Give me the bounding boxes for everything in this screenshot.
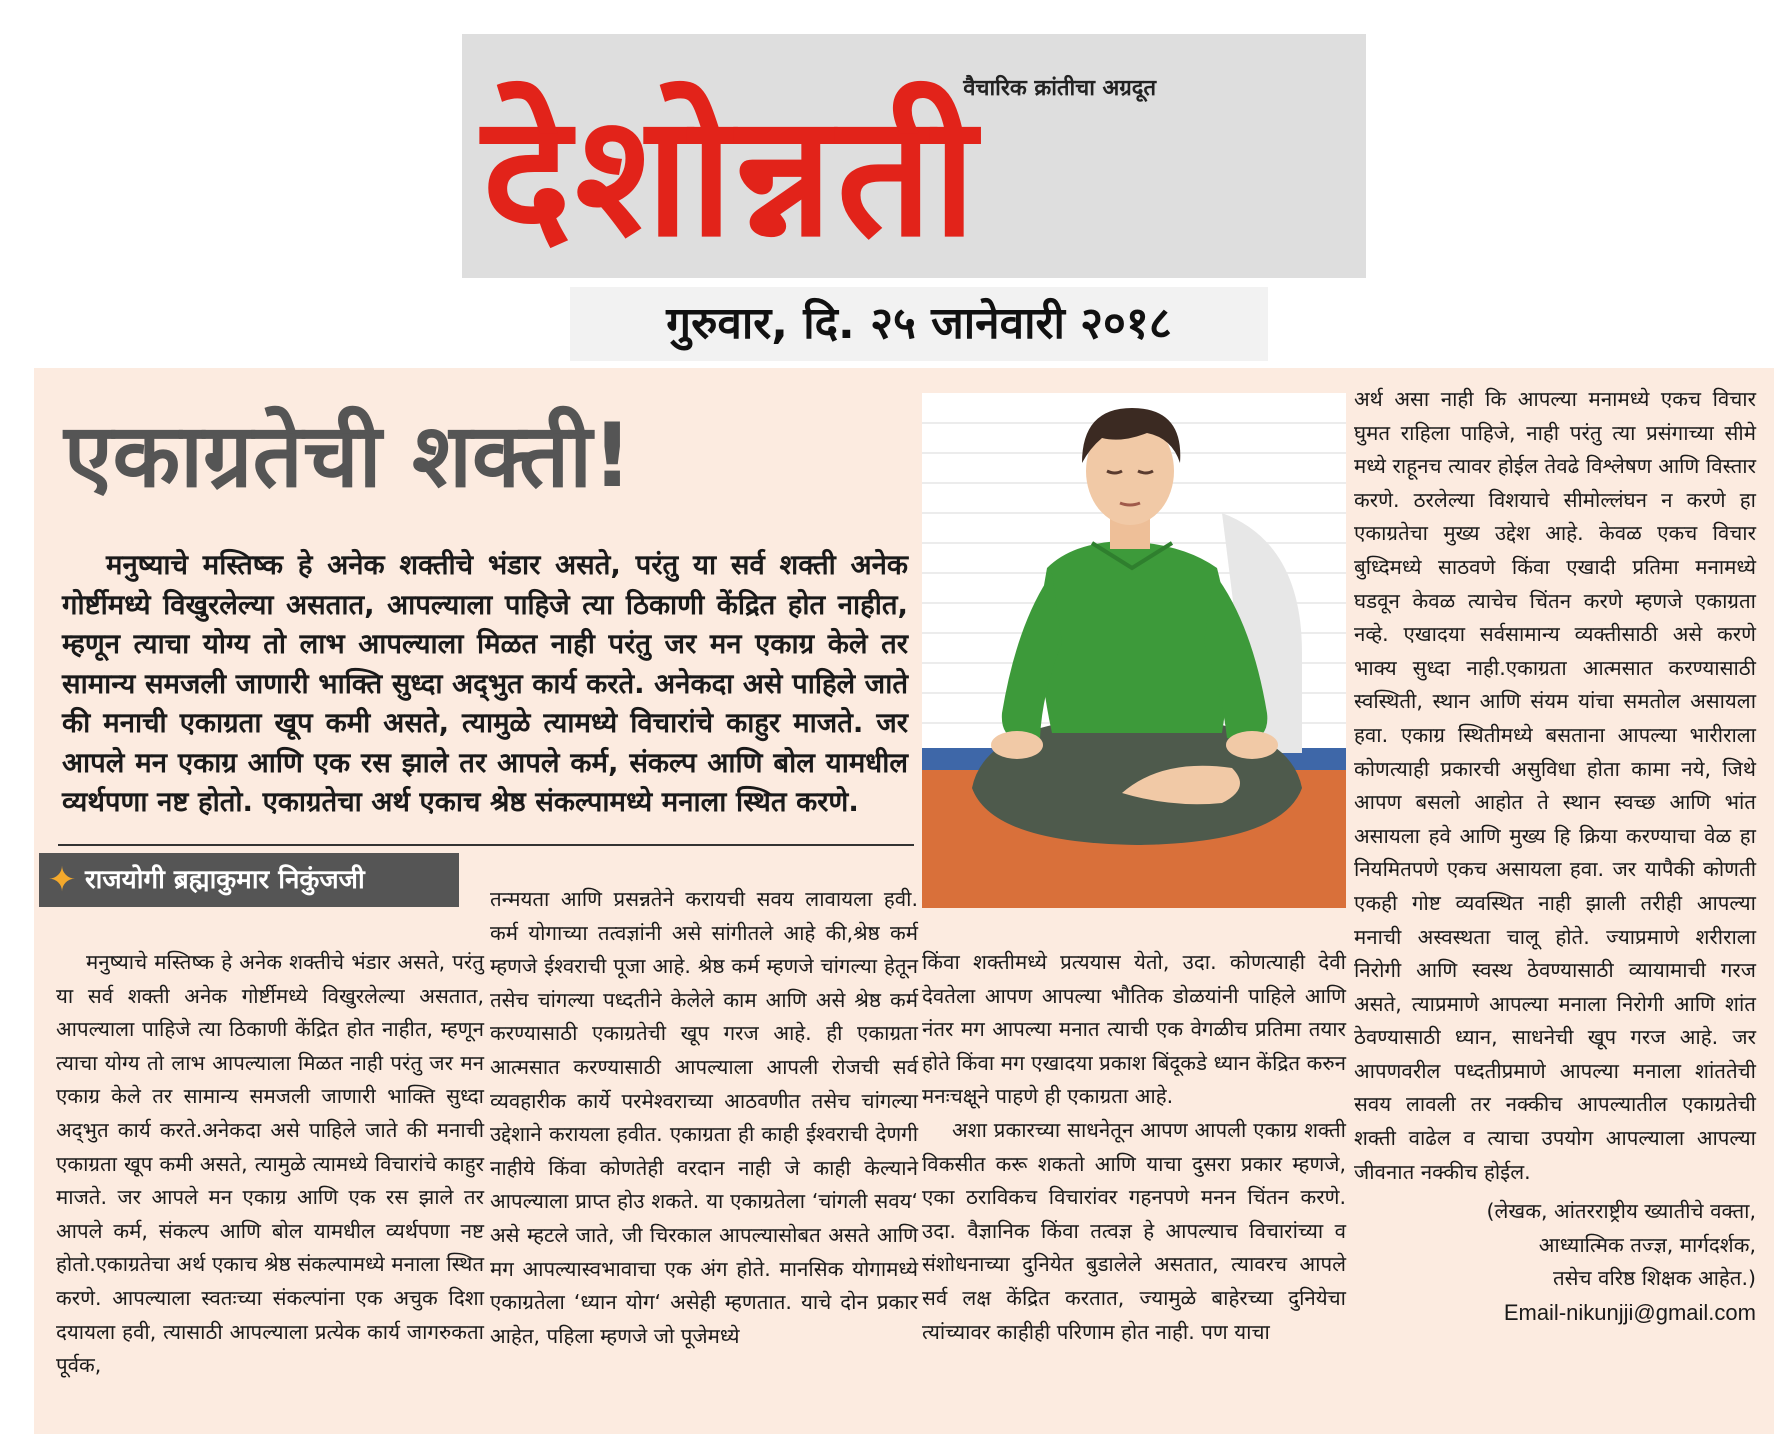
author-email: Email-nikunjji@gmail.com — [1503, 1300, 1756, 1326]
star-icon: ✦ — [47, 860, 77, 900]
author-note: आध्यात्मिक तज्ज्ञ, मार्गदर्शक, — [1538, 1232, 1756, 1257]
newspaper-logo: देशोन्नती — [482, 78, 980, 274]
body-paragraph: अर्थ असा नाही कि आपल्या मनामध्ये एकच विचार घुमत राहिला पाहिजे, नाही परंतु त्या प्रसंगाच्या सीमे मध्ये राहूनच त्यावर होईल तेवढे विश्लेषण आणि विस्तार करणे. ठरलेल्या विशयाचे सीमोल्लंघन न करणे हा एकाग्रतेचा मुख्य उद्देश आहे. केवळ एकच विचार बुध्दिमध्ये साठवणे किंवा एखादी प्रतिमा मनामध्ये घडवून केवळ त्याचेच चिंतन करणे म्हणजे एकाग्रता नव्हे. एखादया सर्वसामान्य व्यक्तीसाठी असे करणे भाक्य सुध्दा नाही.एकाग्रता आत्मसात करण्यासाठी स्वस्थिती, स्थान आणि संयम यांचा समतोल असायला हवा. एकाग्र स्थितीमध्ये बसताना आपल्या भारीराला कोणत्याही प्रकारची असुविधा होता कामा नये, जिथे आपण बसलो आहोत ते स्थान स्वच्छ आणि भांत असायला हवे आणि मुख्य हि क्रिया करण्याचा वेळ हा नियमितपणे एकच असायला हवा. जर यापैकी कोणती एकही गोष्ट व्यवस्थित नाही झाली तरीही आपल्या मनाची अस्वस्थता चालू होते. ज्याप्रमाणे शरीराला निरोगी आणि स्वस्थ ठेवण्यासाठी व्यायामाची गरज असते, त्याप्रमाणे आपल्या मनाला निरोगी आणि शांत ठेवण्यासाठी ध्यान, साधनेची खूप गरज आहे. जर आपणवरील पध्दतीप्रमाणे आपल्या मनाला शांततेची सवय लावली तर नक्कीच आपल्यातील एकाग्रतेची शक्ती वाढेल व त्याचा उपयोग आपल्याला आपल्या जीवनात नक्कीच होईल. — [1354, 387, 1756, 1184]
body-paragraph: किंवा शक्तीमध्ये प्रत्ययास येतो, उदा. कोणत्याही देवी देवतेला आपण आपल्या भौतिक डोळयांनी पाहिले आणि नंतर मग आपल्या मनात त्याची एक वेगळीच प्रतिमा तयार होते किंवा मग एखादया प्रकाश बिंदूकडे ध्यान केंद्रित करुन मनःचक्षूने पाहणे ही एकाग्रता आहे. — [922, 950, 1346, 1109]
body-column-3 — [922, 946, 1346, 1349]
meditating-man-image — [922, 393, 1346, 908]
article-lede: मनुष्याचे मस्तिष्क हे अनेक शक्तीचे भंडार असते, परंतु या सर्व शक्ती अनेक गोर्ष्टीमध्ये विखुरलेल्या असतात, आपल्याला पाहिजे त्या ठिकाणी केंद्रित होत नाहीत, म्हणून त्याचा योग्य तो लाभ आपल्याला मिळत नाही परंतु जर मन एकाग्र केले तर सामान्य समजली जाणारी भाक्ति सुध्दा अद्‌भुत कार्य करते. अनेकदा असे पाहिले जाते की मनाची एकाग्रता खूप कमी असते, त्यामुळे त्यामध्ये विचारांचे काहुर माजते. जर आपले मन एकाग्र आणि एक रस झाले तर आपले कर्म, संकल्प आणि बोल यामधील व्यर्थपणा नष्ट होतो. एकाग्रतेचा अर्थ एकाच श्रेष्ठ संकल्पामध्ये मनाला स्थित करणे. — [62, 549, 908, 818]
dateline: गुरुवार, दि. २५ जानेवारी २०१८ — [570, 287, 1268, 361]
body-column-1 — [56, 946, 484, 1383]
masthead — [462, 34, 1366, 278]
article-headline: एकाग्रतेची शक्ती! — [64, 404, 633, 507]
author-name: राजयोगी ब्रह्माकुमार निकुंजजी — [85, 865, 365, 895]
body-paragraph: अशा प्रकारच्या साधनेतून आपण आपली एकाग्र शक्ती विकसीत करू शकतो आणि याचा दुसरा प्रकार म्हणजे, एका ठराविकच विचारांवर गहनपणे मनन चिंतन करणे. उदा. वैज्ञानिक किंवा तत्वज्ञ हे आपल्याच विचारांच्या व संशोधनाच्या दुनियेत बुडालेले असतात, त्यावरच आपले सर्व लक्ष केंद्रित करतात, ज्यामुळे बाहेरच्या दुनियेचा त्यांच्यावर काहीही परिणाम होत नाही. पण याचा — [922, 1117, 1346, 1344]
body-column-4 — [1354, 383, 1756, 1330]
masthead-tagline: वैचारिक क्रांतीचा अग्रदूत — [963, 76, 1156, 101]
author-note: तसेच वरिष्ठ शिक्षक आहेत.) — [1552, 1266, 1756, 1291]
lede-divider — [58, 844, 914, 846]
body-paragraph: तन्मयता आणि प्रसन्नतेने करायची सवय लावायला हवी. कर्म योगाच्या तत्वज्ञांनी असे सांगीतले आहे की,श्रेष्ठ कर्म म्हणजे ईश्वराची पूजा आहे. श्रेष्ठ कर्म म्हणजे चांगल्या हेतून तसेच चांगल्या पध्दतीने केलेले काम आणि असे श्रेष्ठ कर्म करण्यासाठी एकाग्रतेची खूप गरज आहे. ही एकाग्रता आत्मसात करण्यासाठी आपल्याला आपली रोजची सर्व व्यवहारीक कार्ये परमेश्वराच्या आठवणीत तसेच चांगल्या उद्देशाने करायला हवीत. एकाग्रता ही काही ईश्वराची देणगी नाहीये किंवा कोणतेही वरदान नाही जे काही केल्याने आपल्याला प्राप्त होउ शकते. या एकाग्रतेला ‘चांगली सवय‘ असे म्हटले जाते, जी चिरकाल आपल्यासोबत असते आणि मग आपल्यास्वभावाचा एक अंग होते. मानसिक योगामध्ये एकाग्रतेला ‘ध्यान योग‘ असेही म्हणतात. याचे दोन प्रकार आहेत, पहिला म्हणजे जो पूजेमध्ये — [490, 887, 918, 1348]
meditation-illustration — [922, 393, 1346, 908]
article — [34, 368, 1774, 1434]
body-column-2 — [490, 883, 918, 1353]
body-paragraph: मनुष्याचे मस्तिष्क हे अनेक शक्तीचे भंडार असते, परंतु या सर्व शक्ती अनेक गोर्ष्टीमध्ये विखुरलेल्या असतात, आपल्याला पाहिजे त्या ठिकाणी केंद्रित होत नाहीत, म्हणून त्याचा योग्य तो लाभ आपल्याला मिळत नाही परंतु जर मन एकाग्र केले तर सामान्य समजली जाणारी भाक्ति सुध्दा अद्‌भुत कार्य करते.अनेकदा असे पाहिले जाते की मनाची एकाग्रता खूप कमी असते, त्यामुळे त्यामध्ये विचारांचे काहुर माजते. जर आपले मन एकाग्र आणि एक रस झाले तर आपले कर्म, संकल्प आणि बोल यामधील व्यर्थपणा नष्ट होतो.एकाग्रतेचा अर्थ एकाच श्रेष्ठ संकल्पामध्ये मनाला स्थित करणे. आपल्याला स्वतःच्या संकल्पांना एक अचुक दिशा दयायला हवी, त्यासाठी आपल्याला प्रत्येक कार्य जागरुकता पूर्वक, — [56, 950, 484, 1378]
author-byline — [39, 853, 459, 907]
author-note: (लेखक, आंतरराष्ट्रीय ख्यातीचे वक्ता, — [1486, 1199, 1756, 1224]
